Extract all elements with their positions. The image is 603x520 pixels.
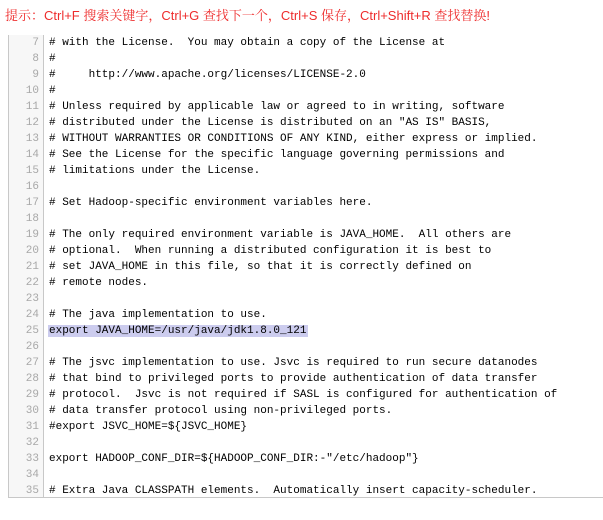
code-line[interactable] bbox=[9, 67, 603, 83]
code-line[interactable] bbox=[9, 259, 603, 275]
line-text: # The jsvc implementation to use. Jsvc is required to run secure datanodes bbox=[49, 357, 538, 369]
code-line[interactable] bbox=[9, 243, 603, 259]
line-number: 10 bbox=[9, 83, 44, 99]
code-line[interactable] bbox=[9, 275, 603, 291]
line-text bbox=[44, 323, 603, 339]
line-number: 25 bbox=[9, 323, 44, 339]
line-text: # optional. When running a distributed configuration it is best to bbox=[49, 245, 492, 257]
code-line[interactable] bbox=[9, 339, 603, 355]
line-text: # with the License. You may obtain a copy of the License at bbox=[49, 37, 446, 49]
line-number: 14 bbox=[9, 147, 44, 163]
line-number: 8 bbox=[9, 51, 44, 67]
code-line[interactable] bbox=[9, 419, 603, 435]
code-line[interactable] bbox=[9, 227, 603, 243]
line-text: # See the License for the specific language governing permissions and bbox=[49, 149, 505, 161]
code-line[interactable] bbox=[9, 307, 603, 323]
line-text: # remote nodes. bbox=[49, 277, 149, 289]
line-text bbox=[44, 179, 603, 195]
line-number: 32 bbox=[9, 435, 44, 451]
line-text: # http://www.apache.org/licenses/LICENSE-2.0 bbox=[49, 69, 366, 81]
line-number: 16 bbox=[9, 179, 44, 195]
code-line[interactable] bbox=[9, 355, 603, 371]
line-text: # bbox=[49, 53, 56, 65]
code-line[interactable] bbox=[9, 163, 603, 179]
code-line[interactable] bbox=[9, 467, 603, 483]
line-number: 35 bbox=[9, 483, 44, 498]
line-text: # Extra Java CLASSPATH elements. Automatically insert capacity-scheduler. bbox=[49, 485, 538, 497]
code-line[interactable] bbox=[9, 195, 603, 211]
code-line[interactable] bbox=[9, 403, 603, 419]
code-line[interactable] bbox=[9, 147, 603, 163]
code-editor[interactable] bbox=[8, 35, 603, 498]
code-line[interactable] bbox=[9, 51, 603, 67]
line-number: 9 bbox=[9, 67, 44, 83]
code-line[interactable] bbox=[9, 387, 603, 403]
code-line[interactable] bbox=[9, 291, 603, 307]
line-text: # distributed under the License is distributed on an "AS IS" BASIS, bbox=[49, 117, 492, 129]
selected-text: export JAVA_HOME=/usr/java/jdk1.8.0_121 bbox=[49, 325, 307, 337]
code-line[interactable] bbox=[9, 99, 603, 115]
line-text: # WITHOUT WARRANTIES OR CONDITIONS OF ANY KIND, either express or implied. bbox=[49, 133, 538, 145]
line-number: 24 bbox=[9, 307, 44, 323]
line-number: 17 bbox=[9, 195, 44, 211]
line-text: # Unless required by applicable law or agreed to in writing, software bbox=[49, 101, 505, 113]
code-line[interactable] bbox=[9, 35, 603, 51]
line-number: 22 bbox=[9, 275, 44, 291]
line-number: 11 bbox=[9, 99, 44, 115]
line-number: 27 bbox=[9, 355, 44, 371]
line-number: 31 bbox=[9, 419, 44, 435]
code-line[interactable] bbox=[9, 211, 603, 227]
line-number: 18 bbox=[9, 211, 44, 227]
line-number: 34 bbox=[9, 467, 44, 483]
code-line[interactable] bbox=[9, 435, 603, 451]
line-number: 28 bbox=[9, 371, 44, 387]
line-number: 21 bbox=[9, 259, 44, 275]
code-line[interactable] bbox=[9, 451, 603, 467]
line-number: 7 bbox=[9, 35, 44, 51]
code-line[interactable] bbox=[9, 115, 603, 131]
line-number: 29 bbox=[9, 387, 44, 403]
line-text: # limitations under the License. bbox=[49, 165, 261, 177]
line-number: 13 bbox=[9, 131, 44, 147]
line-number: 23 bbox=[9, 291, 44, 307]
line-text: # that bind to privileged ports to provide authentication of data transfer bbox=[49, 373, 538, 385]
line-text bbox=[44, 291, 603, 307]
code-line[interactable] bbox=[9, 179, 603, 195]
line-number: 30 bbox=[9, 403, 44, 419]
line-text: # set JAVA_HOME in this file, so that it is correctly defined on bbox=[49, 261, 472, 273]
line-text: # protocol. Jsvc is not required if SASL is configured for authentication of bbox=[49, 389, 558, 401]
line-text bbox=[44, 339, 603, 355]
line-text: export HADOOP_CONF_DIR=${HADOOP_CONF_DIR:-"/etc/hadoop"} bbox=[49, 453, 419, 465]
line-text: #export JSVC_HOME=${JSVC_HOME} bbox=[49, 421, 248, 433]
line-text bbox=[44, 435, 603, 451]
line-text bbox=[44, 211, 603, 227]
line-number: 15 bbox=[9, 163, 44, 179]
code-line[interactable] bbox=[9, 483, 603, 498]
line-number: 26 bbox=[9, 339, 44, 355]
code-line[interactable] bbox=[9, 371, 603, 387]
code-line[interactable] bbox=[9, 323, 603, 339]
line-text: # Set Hadoop-specific environment variables here. bbox=[49, 197, 373, 209]
line-number: 33 bbox=[9, 451, 44, 467]
code-line[interactable] bbox=[9, 83, 603, 99]
code-line[interactable] bbox=[9, 131, 603, 147]
line-text: # The java implementation to use. bbox=[49, 309, 267, 321]
line-number: 12 bbox=[9, 115, 44, 131]
line-text bbox=[44, 467, 603, 483]
line-number: 20 bbox=[9, 243, 44, 259]
line-text: # data transfer protocol using non-privileged ports. bbox=[49, 405, 393, 417]
line-text: # bbox=[49, 85, 56, 97]
line-number: 19 bbox=[9, 227, 44, 243]
shortcut-hint-text: 提示：Ctrl+F 搜索关键字，Ctrl+G 查找下一个，Ctrl+S 保存，Ctrl+Shift+R 查找替换! bbox=[5, 8, 491, 23]
line-text: # The only required environment variable is JAVA_HOME. All others are bbox=[49, 229, 512, 241]
